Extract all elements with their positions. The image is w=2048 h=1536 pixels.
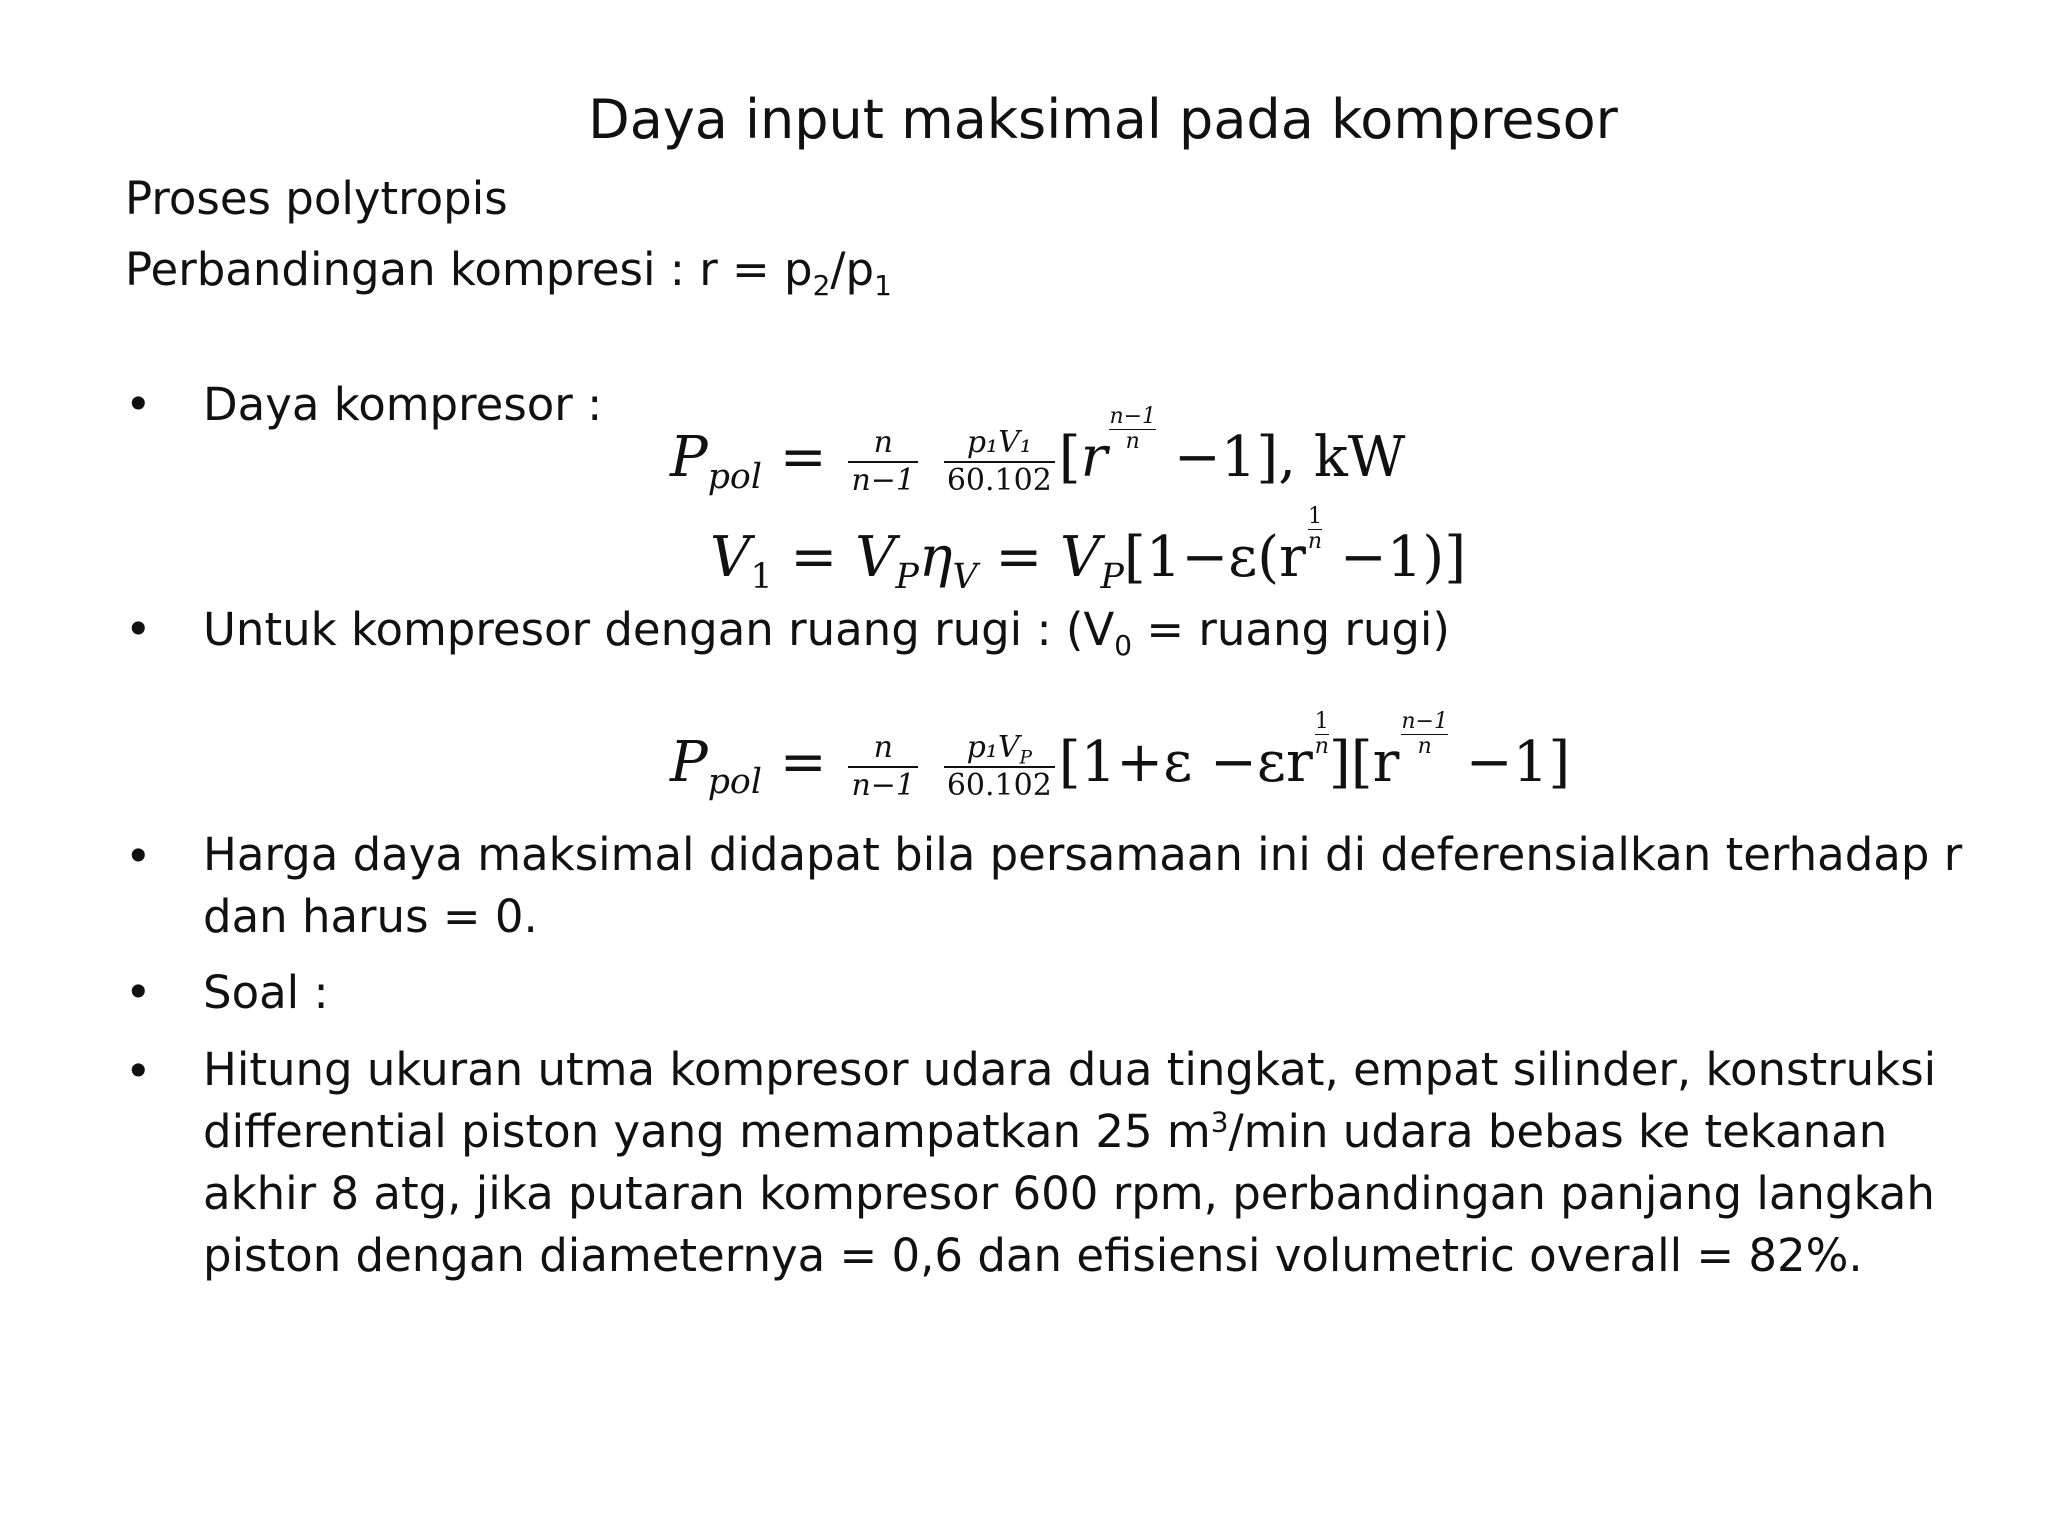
bullet-marker: • xyxy=(125,830,152,883)
fraction-p1v1: $\frac{\text{p₁V₁}}{60.102}$ xyxy=(944,425,1055,499)
fraction-p1vp: $\frac{p_1V_P}{60.102}$ xyxy=(944,730,1055,804)
process-label: Proses polytropis xyxy=(125,172,508,225)
equation-volume: $V_1 = V_P\eta_V = V_P[1-\varepsilon(r$ $\frac{1}{n}$ −1)] xyxy=(710,504,1467,598)
fraction-n: $\frac{n}{n-1}$ xyxy=(848,425,918,499)
exponent: $\frac{1}{n}$ xyxy=(1307,504,1323,554)
bullet-daya-kompresor: Daya kompresor : xyxy=(203,378,603,431)
bullet-soal: Soal : xyxy=(203,966,329,1019)
exponent: $\frac{1}{n}$ xyxy=(1314,709,1329,759)
compression-ratio-line: Perbandingan kompresi : $r = p_2/p_1$ xyxy=(125,243,892,302)
bullet-harga-daya: Harga daya maksimal didapat bila persamaan ini di deferensialkan terhadap r dan harus = 0. xyxy=(203,828,1963,943)
bullet-problem-statement: Hitung ukuran utma kompresor udara dua tingkat, empat silinder, konstruksi differential piston yang memampatkan 25 $m^3/\min$ udara bebas ke tekanan akhir 8 atg, jika putaran kompresor 600 rpm, perbandingan panjang langkah piston dengan diameternya = 0,6 dan efisiensi volumetric overall = 82%. xyxy=(203,1043,1937,1282)
bullet-marker: • xyxy=(125,378,152,431)
bullet-marker: • xyxy=(125,603,152,656)
equation-power-polytropic: $P_{pol}$ = $\frac{n}{n-1}$ $\frac{\text{p₁V₁}}{60.102}$ [r $\frac{n-1}{n}$ −1], kW xyxy=(670,404,1406,498)
bullet-marker: • xyxy=(125,966,152,1019)
exponent: $\frac{n-1}{n}$ xyxy=(1109,404,1157,454)
exponent: $\frac{n-1}{n}$ xyxy=(1401,709,1448,759)
slide-title: Daya input maksimal pada kompresor xyxy=(588,88,1618,151)
bullet-marker: • xyxy=(125,1045,152,1098)
fraction-n: $\frac{n}{n-1}$ xyxy=(848,730,918,804)
equation-power-dead-space: $P_{pol}$ = $\frac{n}{n-1}$ $\frac{p_1V_P}{60.102}$ [1+ε −εr $\frac{1}{n}$ ][r $\frac{n-1}{n}$ −1] xyxy=(670,709,1571,803)
bullet-ruang-rugi: Untuk kompresor dengan ruang rugi : ($V_0$ = ruang rugi) xyxy=(203,603,1450,662)
